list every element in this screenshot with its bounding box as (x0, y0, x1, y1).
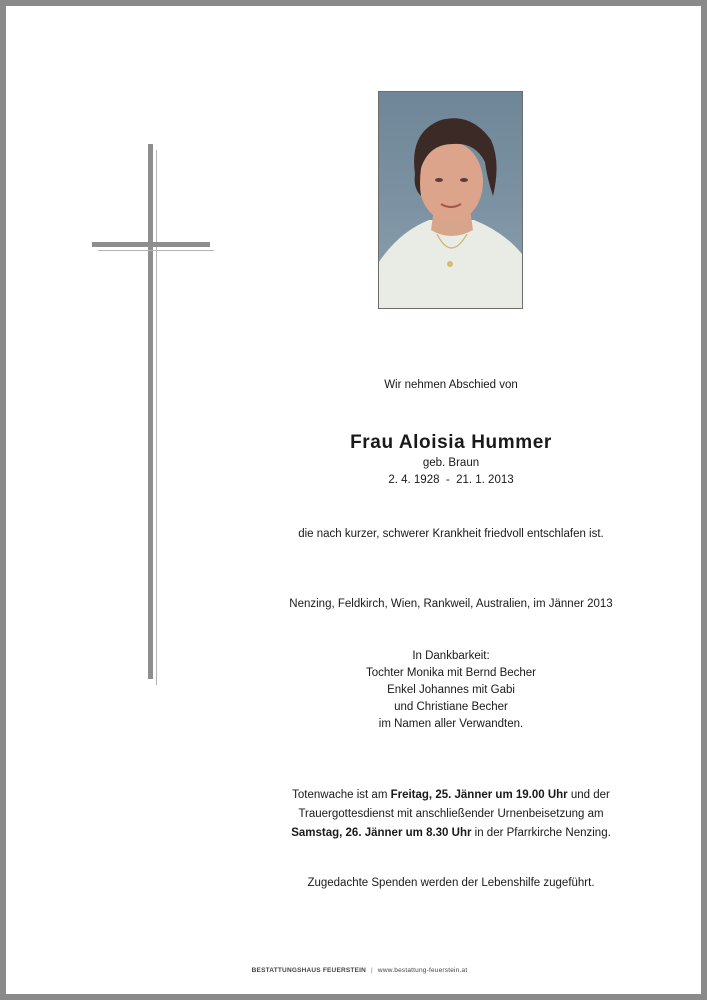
cross-vertical-shadow (156, 150, 157, 685)
thanks-block (276, 648, 626, 733)
service-info (276, 786, 626, 843)
portrait-photo (378, 91, 523, 309)
thanks-line: Enkel Johannes mit Gabi (387, 684, 515, 696)
place-date-text: Nenzing, Feldkirch, Wien, Rankweil, Australien, im Jänner 2013 (289, 598, 613, 610)
thanks-line: Tochter Monika mit Bernd Becher (365, 667, 537, 679)
service-text: in der Pfarrkirche Nenzing. (471, 827, 611, 839)
life-dates: 2. 4. 1928 - 21. 1. 2013 (388, 474, 514, 486)
donations-text: Zugedachte Spenden werden der Lebenshilfe zugeführt. (307, 877, 595, 889)
footer-company: BESTATTUNGSHAUS FEUERSTEIN (251, 967, 367, 974)
service-text: Totenwache ist am (292, 789, 391, 801)
cross-horizontal-bar (92, 242, 210, 247)
wake-datetime: Freitag, 25. Jänner um 19.00 Uhr (390, 789, 568, 801)
deceased-block (276, 431, 626, 489)
footer-website: www.bestattung-feuerstein.at (377, 967, 468, 974)
thanks-heading: In Dankbarkeit: (412, 650, 490, 662)
service-line-3 (276, 824, 626, 843)
service-line-1 (276, 786, 626, 805)
service-line-2: Trauergottesdienst mit anschließender Urnenbeisetzung am (298, 808, 604, 820)
intro-text: Wir nehmen Abschied von (384, 379, 518, 391)
deceased-name: Frau Aloisia Hummer (350, 432, 552, 453)
maiden-name: geb. Braun (422, 457, 480, 469)
cross-horizontal-shadow (98, 250, 214, 251)
cross-vertical-bar (148, 144, 153, 679)
passing-text: die nach kurzer, schwerer Krankheit friedvoll entschlafen ist. (298, 528, 604, 540)
footer-separator: | (371, 967, 373, 974)
funeral-datetime: Samstag, 26. Jänner um 8.30 Uhr (291, 827, 472, 839)
portrait-illustration (379, 92, 522, 308)
thanks-line: im Namen aller Verwandten. (378, 718, 524, 730)
service-text: und der (567, 789, 610, 801)
thanks-line: und Christiane Becher (394, 701, 508, 713)
footer (6, 967, 707, 974)
